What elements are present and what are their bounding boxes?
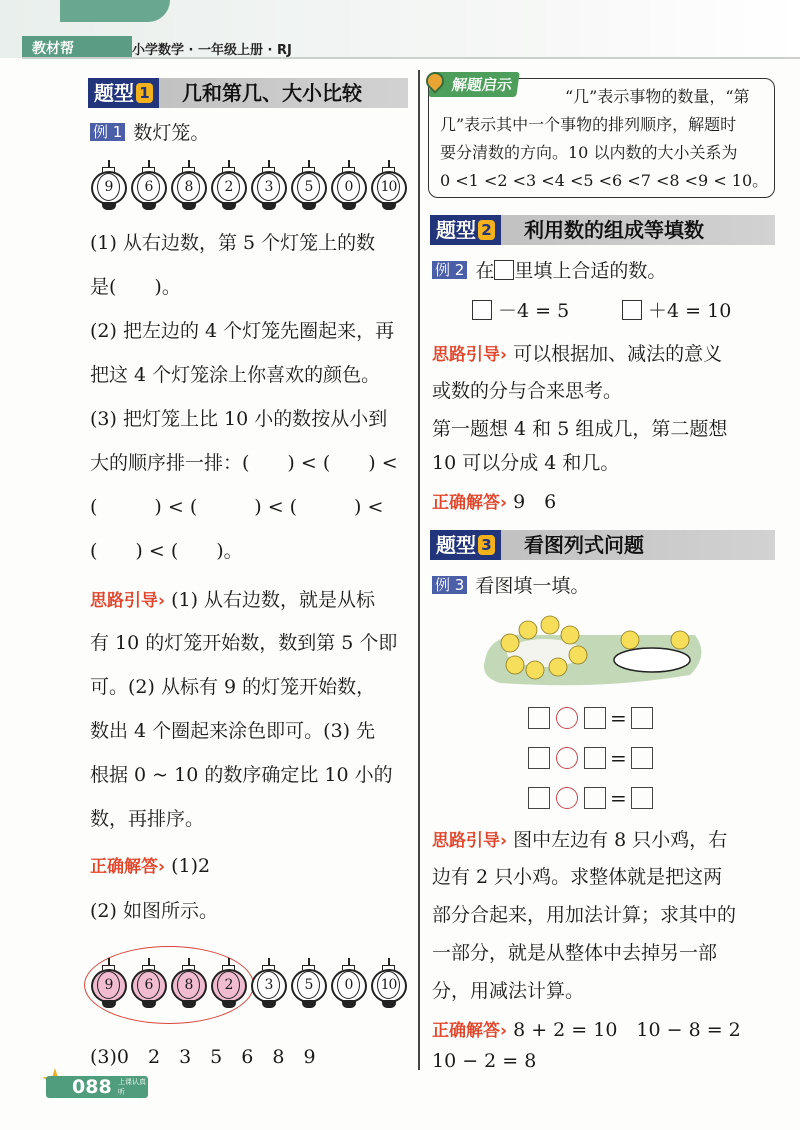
question-text: 是( )。 (90, 276, 181, 298)
guide-3: 思路引导› 图中左边有 8 只小鸡，右 (432, 829, 728, 851)
lantern-icon (130, 160, 168, 214)
lantern-icon (250, 958, 288, 1012)
lantern-number: 6 (137, 173, 160, 201)
section-title: 几和第几、大小比较 (182, 81, 362, 105)
guide-text: 可以根据加、减法的意义 (513, 343, 723, 365)
lantern-number: 5 (297, 971, 320, 999)
question-text: ( ) < ( ) < ( ) < (90, 496, 384, 518)
guide-1: 思路引导› (1) 从右边数，就是从标 (90, 589, 376, 611)
question-text: 把这 4 个灯笼涂上你喜欢的颜色。 (90, 364, 381, 386)
lantern-icon (370, 958, 408, 1012)
example-text: 里填上合适的数。 (514, 260, 667, 282)
lantern-icon (210, 958, 248, 1012)
page-number: 088 (72, 1076, 112, 1098)
question-text: (3) 把灯笼上比 10 小的数按从小到 (90, 408, 388, 430)
operator-circle[interactable] (556, 787, 578, 809)
answer-label: 正确解答 (432, 1021, 500, 1041)
answer-text: (2) 如图所示。 (90, 900, 218, 922)
subject-label: 小学数学 · 一年级上册 · RJ (132, 43, 292, 58)
section-number: 2 (478, 220, 495, 240)
guide-text: 有 10 的灯笼开始数，数到第 5 个即 (90, 632, 398, 654)
lantern-number: 0 (337, 971, 360, 999)
operator-circle[interactable] (556, 747, 578, 769)
example-text: 看图填一填。 (475, 575, 590, 597)
lantern-icon (90, 958, 128, 1012)
answer-text: (3)0 2 3 5 6 8 9 (90, 1046, 316, 1068)
guide-text: 第一题想 4 和 5 组成几，第二题想 (432, 418, 728, 440)
answer-3: 正确解答› 8 + 2 = 10 10 − 8 = 2 (432, 1019, 741, 1041)
blank-box[interactable] (528, 707, 550, 729)
fill-equation (528, 746, 653, 770)
lantern-number: 8 (177, 971, 200, 999)
lantern-icon (170, 160, 208, 214)
lantern-icon (250, 160, 288, 214)
section-number: 3 (478, 535, 495, 555)
example-label: 例 3 (432, 576, 467, 594)
answer-1: 正确解答› (1)2 (90, 855, 211, 877)
blank-box[interactable] (584, 747, 606, 769)
lantern-number: 9 (97, 971, 120, 999)
lantern-icon (210, 160, 248, 214)
blank-box[interactable] (631, 747, 653, 769)
question-text: (1) 从右边数，第 5 个灯笼上的数 (90, 232, 376, 254)
question-text: 大的顺序排一排：( ) < ( ) < (90, 452, 398, 474)
column-divider (418, 70, 420, 1070)
lantern-row-answer (90, 958, 408, 1012)
lantern-number: 3 (257, 971, 280, 999)
guide-text: (1) 从右边数，就是从标 (171, 589, 376, 611)
equals-sign: = (610, 706, 627, 730)
blank-box (494, 260, 514, 280)
section-tag (88, 78, 159, 108)
example-text: 在 (475, 260, 495, 282)
question-text: (2) 把左边的 4 个灯笼先圈起来，再 (90, 320, 395, 342)
equals-sign: = (610, 746, 627, 770)
section-number: 1 (136, 83, 153, 103)
operator-circle[interactable] (556, 707, 578, 729)
equation-2 (622, 298, 731, 324)
answer-2: 正确解答› 9 6 (432, 491, 557, 513)
equals-sign: = (610, 786, 627, 810)
lantern-number: 9 (97, 173, 120, 201)
guide-text: 图中左边有 8 只小鸡，右 (513, 829, 728, 851)
guide-text: 边有 2 只小鸡。求整体就是把这两 (432, 866, 723, 888)
answer-text: 8 + 2 = 10 10 − 8 = 2 (513, 1019, 741, 1041)
fill-equation (528, 786, 653, 810)
fill-equation (528, 706, 653, 730)
answer-label: 正确解答 (90, 857, 158, 877)
guide-text: 分，用减法计算。 (432, 980, 585, 1002)
guide-text: 部分合起来，用加法计算；求其中的 (432, 904, 737, 926)
blank-box[interactable] (584, 787, 606, 809)
equation-1 (472, 298, 569, 324)
hint-label: 解题启示 (428, 72, 520, 97)
lantern-icon (170, 958, 208, 1012)
slogan: 上课认真听 下课练天天 (118, 1078, 146, 1116)
section-2-header (430, 215, 775, 245)
answer-text: 10 − 2 = 8 (432, 1050, 537, 1072)
guide-text: 10 可以分成 4 和几。 (432, 452, 620, 474)
guide-text: 可。(2) 从标有 9 的灯笼开始数， (90, 676, 376, 698)
lantern-icon (290, 160, 328, 214)
guide-label: 思路引导 (90, 591, 158, 611)
guide-text: 数出 4 个圈起来涂色即可。(3) 先 (90, 720, 376, 742)
lantern-number: 8 (177, 173, 200, 201)
lantern-number: 10 (377, 971, 400, 999)
lantern-number: 6 (137, 971, 160, 999)
lantern-icon (330, 160, 368, 214)
answer-text: (1)2 (171, 855, 211, 877)
section-1-header (88, 78, 408, 108)
guide-2: 思路引导› 可以根据加、减法的意义 (432, 343, 723, 365)
page-number-badge (46, 1076, 148, 1116)
guide-text: 一部分，就是从整体中去掉另一部 (432, 942, 718, 964)
guide-label: 思路引导 (432, 345, 500, 365)
guide-text: 根据 0 ~ 10 的数序确定比 10 小的 (90, 764, 393, 786)
lantern-icon (370, 160, 408, 214)
section-tag-text: 题型 (436, 533, 476, 557)
chicks-illustration (480, 615, 710, 690)
lantern-number: 5 (297, 173, 320, 201)
equation-text: －4 = 5 (498, 300, 570, 322)
hint-text: 要分清数的方向。10 以内数的大小关系为 (440, 143, 738, 162)
blank-box[interactable] (584, 707, 606, 729)
section-tag-text: 题型 (94, 81, 134, 105)
lantern-icon (90, 160, 128, 214)
hint-text: 0 <1 <2 <3 <4 <5 <6 <7 <8 <9 < 10。 (440, 171, 769, 190)
guide-label: 思路引导 (432, 831, 500, 851)
section-title: 利用数的组成等填数 (524, 218, 704, 242)
equation-text: ＋4 = 10 (648, 300, 732, 322)
header-decoration (60, 0, 170, 22)
example-text: 数灯笼。 (133, 122, 210, 144)
section-tag-text: 题型 (436, 218, 476, 242)
guide-text: 或数的分与合来思考。 (432, 380, 623, 402)
blank-box[interactable] (622, 300, 642, 320)
lantern-number: 3 (257, 173, 280, 201)
example-2 (432, 258, 666, 284)
blank-box[interactable] (472, 300, 492, 320)
section-3-header (430, 530, 775, 560)
lantern-row (90, 160, 408, 214)
example-label: 例 1 (90, 123, 125, 141)
lantern-icon (290, 958, 328, 1012)
lantern-number: 2 (217, 173, 240, 201)
lantern-number: 2 (217, 971, 240, 999)
blank-box[interactable] (528, 747, 550, 769)
example-1 (90, 120, 209, 146)
blank-box[interactable] (631, 787, 653, 809)
hint-text: “几”表示事物的数量，“第 (565, 87, 750, 106)
brand-label: 教材帮 (32, 41, 74, 57)
section-title: 看图列式问题 (524, 533, 644, 557)
blank-box[interactable] (528, 787, 550, 809)
guide-text: 数，再排序。 (90, 808, 205, 830)
question-text: ( ) < ( )。 (90, 540, 243, 562)
lantern-icon (330, 958, 368, 1012)
lantern-number: 10 (377, 173, 400, 201)
blank-box[interactable] (631, 707, 653, 729)
answer-label: 正确解答 (432, 493, 500, 513)
lantern-icon (130, 958, 168, 1012)
answer-text: 9 6 (513, 491, 557, 513)
example-3 (432, 573, 589, 599)
lantern-number: 0 (337, 173, 360, 201)
hint-text: 几”表示其中一个事物的排列顺序，解题时 (440, 115, 737, 134)
example-label: 例 2 (432, 261, 467, 279)
